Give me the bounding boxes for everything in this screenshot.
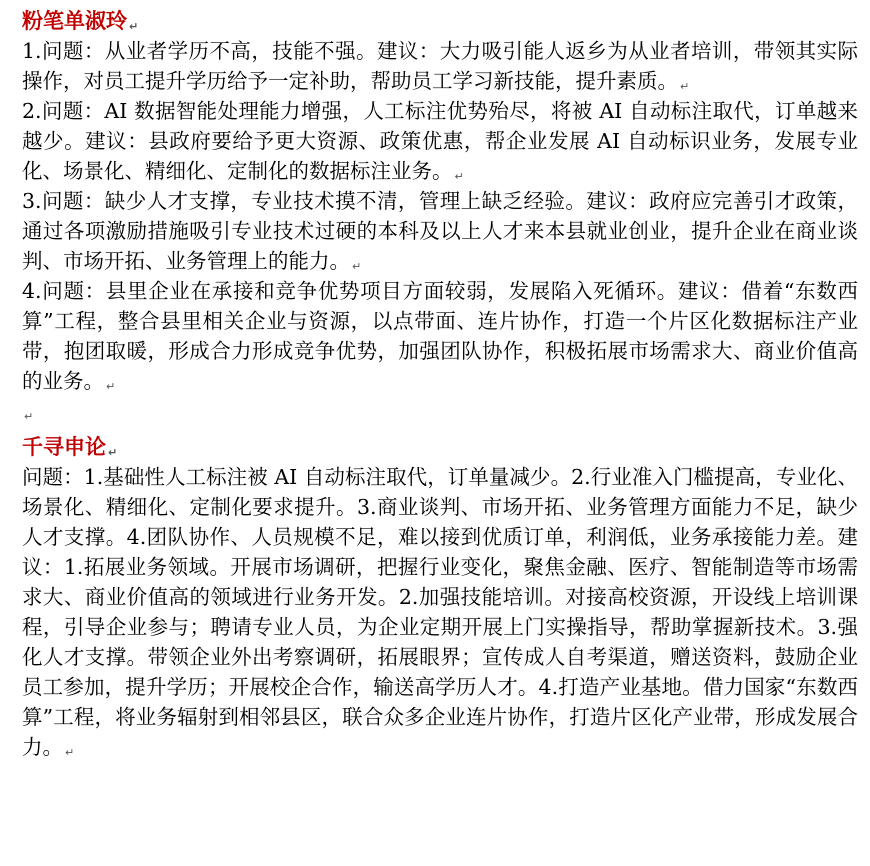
paragraph-3-text: 3.问题：缺少人才支撑，专业技术摸不清，管理上缺乏经验。建议：政府应完善引才政策，通过各项激励措施吸引专业技术过硬的本科及以上人才来本县就业创业，提升企业在商业谈判、市场开拓、业务管理上的能力。 bbox=[22, 189, 858, 273]
paragraph-mark-icon: ↵ bbox=[454, 170, 464, 183]
paragraph-4 bbox=[22, 276, 858, 396]
section-heading-fenbi-text: 粉笔单淑玲 bbox=[22, 8, 127, 33]
paragraph-4-text: 4.问题：县里企业在承接和竞争优势项目方面较弱，发展陷入死循环。建议：借着“东数西算”工程，整合县里相关企业与资源，以点带面、连片协作，打造一个片区化数据标注产业带，抱团取暖，形成合力形成竞争优势，加强团队协作，积极拓展市场需求大、商业价值高的业务。 bbox=[22, 279, 858, 393]
paragraph-1-text: 1.问题：从业者学历不高，技能不强。建议：大力吸引能人返乡为从业者培训，带领其实际操作，对员工提升学历给予一定补助，帮助员工学习新技能，提升素质。 bbox=[22, 39, 858, 93]
document-body bbox=[22, 6, 858, 762]
paragraph-qianxun-text: 问题：1.基础性人工标注被 AI 自动标注取代，订单量减少。2.行业准入门槛提高，专业化、场景化、精细化、定制化要求提升。3.商业谈判、市场开拓、业务管理方面能力不足，缺少人才支撑。4.团队协作、人员规模不足，难以接到优质订单，利润低，业务承接能力差。建议：1.拓展业务领域。开展市场调研，把握行业变化，聚焦金融、医疗、智能制造等市场需求大、商业价值高的领域进行业务开发。2.加强技能培训。对接高校资源，开设线上培训课程，引导企业参与；聘请专业人员，为企业定期开展上门实操指导，帮助掌握新技术。3.强化人才支撑。带领企业外出考察调研，拓展眼界；宣传成人自考渠道，赠送资料，鼓励企业员工参加，提升学历；开展校企合作，输送高学历人才。4.打造产业基地。借力国家“东数西算”工程，将业务辐射到相邻县区，联合众多企业连片协作，打造片区化产业带，形成发展合力。 bbox=[22, 465, 858, 759]
section-heading-qianxun bbox=[22, 432, 858, 462]
empty-paragraph bbox=[22, 396, 858, 426]
paragraph-mark-icon: ↵ bbox=[24, 410, 34, 423]
paragraph-mark-icon: ↵ bbox=[680, 80, 690, 93]
paragraph-1 bbox=[22, 36, 858, 96]
paragraph-2 bbox=[22, 96, 858, 186]
paragraph-mark-icon: ↵ bbox=[106, 380, 116, 393]
paragraph-3 bbox=[22, 186, 858, 276]
paragraph-2-text: 2.问题：AI 数据智能处理能力增强，人工标注优势殆尽，将被 AI 自动标注取代，订单越来越少。建议：县政府要给予更大资源、政策优惠，帮企业发展 AI 自动标识业务，发展专业化、场景化、精细化、定制化的数据标注业务。 bbox=[22, 99, 858, 183]
paragraph-qianxun bbox=[22, 462, 858, 762]
paragraph-mark-icon: ↵ bbox=[129, 20, 139, 33]
paragraph-mark-icon: ↵ bbox=[352, 260, 362, 273]
section-heading-qianxun-text: 千寻申论 bbox=[22, 434, 106, 459]
paragraph-mark-icon: ↵ bbox=[65, 746, 75, 759]
paragraph-mark-icon: ↵ bbox=[108, 446, 118, 459]
section-heading-fenbi bbox=[22, 6, 858, 36]
